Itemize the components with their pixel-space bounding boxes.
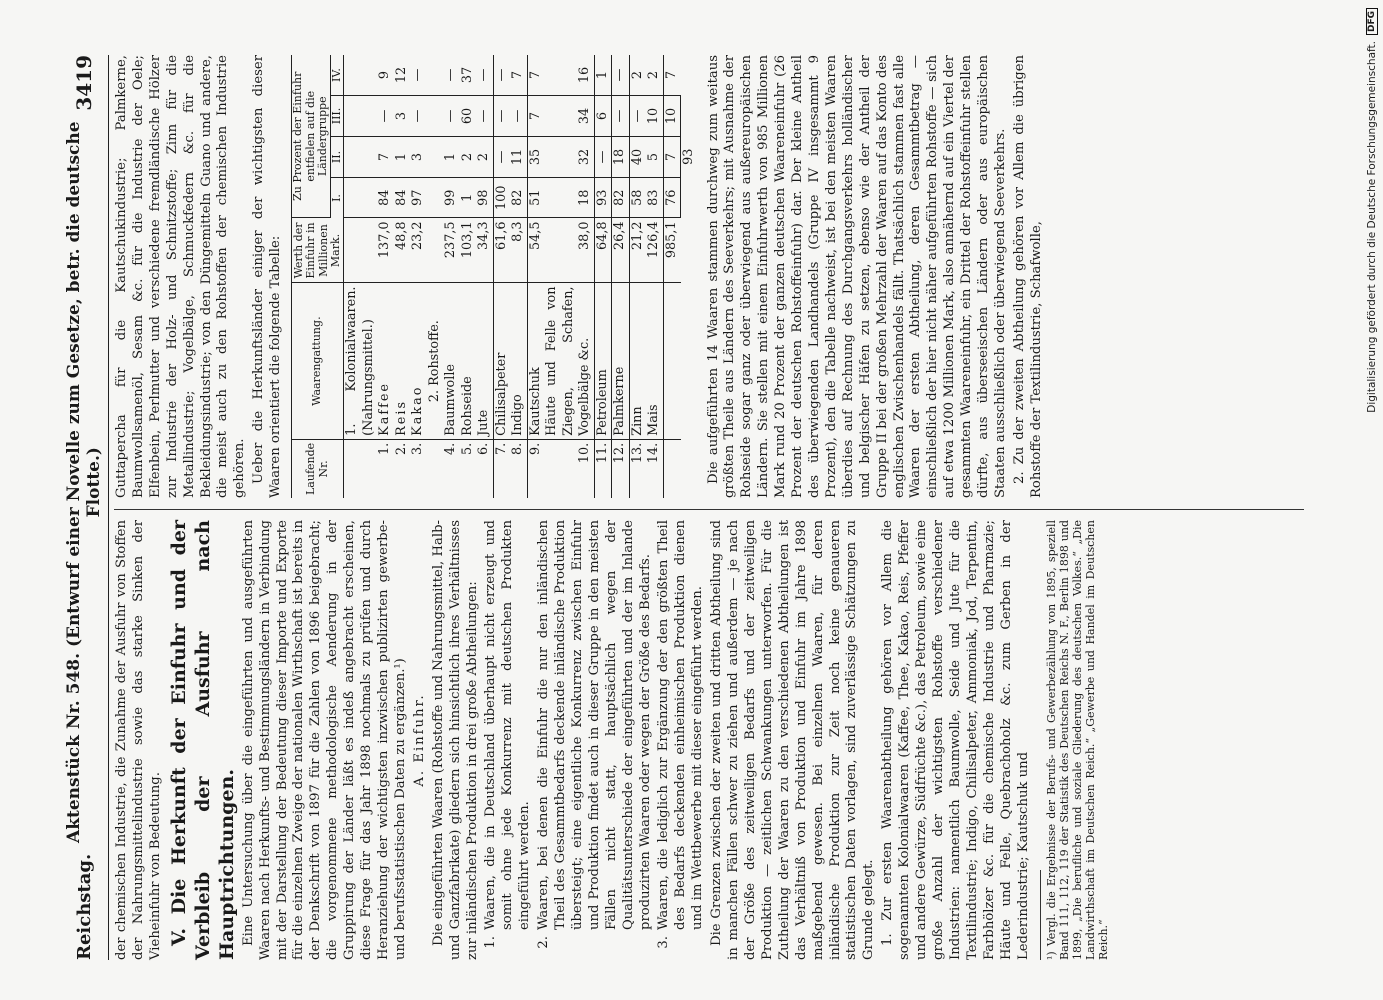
table-sum-row [681,55,698,498]
table-group-row [427,55,444,498]
table-row: 8. Indigo 8,3 82 11 — 7 [510,55,527,498]
section-heading: V. Die Herkunft der Einfuhr und der Verbleib der Ausfuhr nach Hauptrichtungen. [167,520,238,960]
footnote: ¹) Vergl. die Ergebnisse der Berufs- und Gewerbezählung von 1895, speziell Band 111, 112, 119 der Statistik des Deutschen Reichs N. F., Berlin 1898 und 1899, „Die berufliche und soziale Gliederung des deutschen Volkes.“ „Die Landwirthschaft im Deutschen Reich.“ „Gewerbe und Handel im Deutschen Reich.“ [1045,520,1111,960]
list-number: 3. [656,936,672,949]
ware-name: Kaffee [377,283,394,439]
table-group-row [344,55,378,498]
paragraph-einfuhr: Die eingeführten Waaren (Rohstoffe und Nahrungsmittel, Halb- und Ganzfabrikate) gliedern sich hinsichtlich ihres Verhältnisses zur inländischen Produktion in drei große Abtheilungen: [430,520,480,960]
col-header-ware: Waarengattung. [292,283,344,439]
header-left: Reichstag. [73,853,95,960]
ware-name: Kakao [410,283,427,439]
col-header-wert: Werth der Einfuhr in Millionen Mark. [292,218,344,283]
total-wert: 985,1 [663,218,681,283]
page-number: 3419 [72,55,96,111]
digitization-note [1362,8,1382,992]
table-row: 4. Baumwolle 237,5 99 1 — — [443,55,460,498]
table-row: 11. Petroleum 64,8 93 — 6 1 [594,55,612,498]
list-number: 2. [536,936,552,949]
digitization-text: Digitalisierung gefördert durch die Deutsche Forschungsgemeinschaft. [1366,41,1378,413]
ware-name: Chilisalpeter [493,283,510,439]
list-number: 1. [483,936,499,949]
right-column [114,55,1310,498]
paragraph-continuation: der chemischen Industrie, die Zunahme der Ausfuhr von Stoffen der Nahrungsmittelindustrie sowie das starke Sinken der Vieheinfuhr von Bedeutung. [114,520,163,960]
paragraph-after-table: Die aufgeführten 14 Waaren stammen durchweg zum weitaus größten Theile aus Ländern des Seeverkehrs; mit Ausnahme der Rohseide sogar ganz oder überwiegend aus außereuropäischen Ländern. Sie stellen mit einem Einfuhrwerth von 985 Millionen Mark rund 20 Prozent der ganzen deutschen Waareneinfuhr (26 Prozent der deutschen Rohstoffeinfuhr) dar. Der kleine Antheil des überwiegenden Landhandels (Gruppe IV insgesammt 9 Prozent), den die Tabelle nachweist, ist bei den meisten Waaren überdies auf Rechnung des Durchgangsverkehrs holländischer und belgischer Häfen zu setzen, ebenso wie der Antheil der Gruppe II bei der großen Mehrzahl der Waaren auf das Konto des englischen Zwischenhandels fällt. Thatsächlich stammen fast alle Waaren der ersten Abtheilung, deren Gesammtbetrag — einschließlich der hier nicht näher aufgeführten Rohstoffe — sich auf etwa 1200 Millionen Mark, also annähernd auf ein Viertel der gesammten Waareneinfuhr, ein Drittel der Rohstoffeinfuhr stellen dürfte, aus überseeischen Ländern oder aus europäischen Staaten ausschließlich oder überwiegend Seeverkehrs. [705,55,1008,498]
list-item [536,520,654,960]
table-row: 14. Mais 126,4 83 5 10 2 [646,55,663,498]
dfg-logo: DFG [1366,8,1378,35]
col-header-group-2: II. [330,137,344,178]
paragraph-intro: Eine Untersuchung über die eingeführten und ausgeführten Waaren nach Herkunfts- und Bestimmungsländern in Verbindung mit der Darstellung der Bedeutung dieser Importe und Exporte für die einzelnen Zweige der nationalen Wirthschaft ist bereits in der Denkschrift von 1897 für die Zahlen von 1896 beigebracht; die vorgenommene methodologische Aenderung in der Gruppirung der Länder läßt es indeß angebracht erscheinen, diese Frage für das Jahr 1898 nochmals zu prüfen und durch Heranziehung der wichtigsten inzwischen publizirten gewerbe- und berufsstatistischen Daten zu ergänzen.¹) [240,520,408,960]
paragraph-continuation: Guttapercha für die Kautschukindustrie; Palmkerne, Baumwollsamenöl, Sesam &c. für die Industrie der Oele; Elfenbein, Perlmutter und verschiedene fremdländische Hölzer zur Industrie der Holz- und Schnitzstoffe; Zinn für die Metallindustrie; Vogelbälge, Schmuckfedern &c. für die Bekleidungsindustrie; von den Düngemitteln Guano und andere, die meist auch zu den Rohstoffen der chemischen Industrie gehören. [114,55,248,498]
left-column [114,520,1310,960]
col-header-group-1: I. [330,178,344,219]
ware-name: Zinn [629,283,646,439]
col-header-nr: Laufende Nr. [292,439,344,498]
table-total-row: 985,1 76 7 10 7 [663,55,681,498]
ware-name: Mais [646,283,663,439]
paragraph-zweite-abtheilung: 2. Zu der zweiten Abtheilung gehören vor Allem die übrigen Rohstoffe der Textilindustrie, Schafwolle, [1011,55,1044,498]
ware-name: Indigo [510,283,527,439]
table-row: 7. Chilisalpeter 61,6 100 — — — [493,55,510,498]
column-divider [114,509,1304,510]
table-row: 6. Jute 34,3 98 2 — — [476,55,493,498]
table-row: 1. Kaffee 137,0 84 7 — 9 [377,55,394,498]
document-body [62,55,1317,960]
import-origin-table [291,55,698,498]
subsection-heading: A. Einfuhr. [411,693,427,787]
list-text: Waaren, bei denen die Einfuhr die nur den inländischen Theil des Gesammtbedarfs deckende inländische Produktion übersteigt; eine eigentliche Konkurrenz zwischen Einfuhr und Produktion findet auch in dieser Gruppe in den meisten Fällen nicht statt, hauptsächlich wegen der Qualitätsunterschiede der eingeführten und der im Inlande produzirten Waaren oder wegen der Größe des Bedarfs. [536,520,653,930]
paragraph-table-intro: Ueber die Herkunftsländer einiger der wichtigsten dieser Waaren orientiert die folgende Tabelle: [251,55,284,498]
list-item [483,520,534,960]
list-item [656,520,707,960]
header-title: Aktenstück Nr. 548. (Entwurf einer Novelle zum Gesetze, betr. die deutsche Flotte.) [64,121,104,843]
footnote-rule [1040,870,1041,960]
ware-name: Reis [394,283,411,439]
paragraph-grenzen: Die Grenzen zwischen der zweiten und dritten Abtheilung sind in manchen Fällen schwer zu ziehen und außerdem — je nach der Größe des zeitweiligen Bedarfs und der zeitweiligen Produktion — zeitlichen Schwankungen unterworfen. Für die Zutheilung der Waaren zu den verschiedenen Abtheilungen ist das Verhältniß von Produktion und Einfuhr im Jahre 1898 maßgebend gewesen. Bei einzelnen Waaren, für deren inländische Produktion zur Zeit noch keine genaueren statistischen Daten vorlagen, sind zuverlässige Schätzungen zu Grunde gelegt. [709,520,877,960]
col-header-group-3: III. [330,96,344,137]
group-label: 1. Kolonialwaaren. (Nahrungsmittel.) [344,283,378,439]
table-row: 5. Rohseide 103,1 1 2 60 37 [460,55,477,498]
ware-name: Jute [476,283,493,439]
table-row: 12. Palmkerne 26,4 82 18 — — [612,55,630,498]
group-label: 2. Rohstoffe. [427,283,444,439]
paragraph-erste-abtheilung: 1. Zur ersten Waarenabtheilung gehören vor Allem die sogenannten Kolonialwaaren (Kaffee, Thee, Kakao, Reis, Pfeffer und andere Gewürze, Südfrüchte &c.), das Petroleum, sowie eine große Anzahl der wichtigsten Rohstoffe verschiedener Industrien: namentlich Baumwolle, Seide und Jute für die Textilindustrie; Indigo, Chilisalpeter, Ammoniak, Jod, Terpentin, Farbhölzer &c. für die chemische Industrie und Pharmazie; Häute und Felle, Quebrachoholz &c. zum Gerben in der Lederindustrie; Kautschuk und [880,520,1031,960]
list-text: Waaren, die lediglich zur Ergänzung der den größten Theil des Bedarfs deckenden einheimischen Produktion dienen und im Wettbewerbe mit dieser eingeführt werden. [656,520,706,930]
table-row: 9. Kautschuk 54,5 51 35 7 7 [527,55,544,498]
table-row: 10. Häute und Felle von Ziegen, Schafen, Vogelbälge &c. 38,0 18 32 34 16 [544,55,594,498]
table-row: 3. Kakao 23,2 97 3 — — [410,55,427,498]
header-rule [108,55,109,960]
list-text: Waaren, die in Deutschland überhaupt nicht erzeugt und somit ohne jede Konkurrenz mit deutschen Produkten eingeführt werden. [483,520,533,930]
ware-name: Palmkerne [612,283,630,439]
sum-93: 93 [681,96,698,219]
table-row: 2. Reis 48,8 84 1 3 12 [394,55,411,498]
ware-name: Rohseide [460,283,477,439]
table-row: 13. Zinn 21,2 58 40 — 2 [629,55,646,498]
ware-name: Kautschuk [527,283,544,439]
col-header-prozent: Zu Prozent der Einfuhr entfielen auf die Ländergruppe [292,55,331,218]
ware-name: Baumwolle [443,283,460,439]
ware-name: Petroleum [594,283,612,439]
ware-name: Häute und Felle von Ziegen, Schafen, Vogelbälge &c. [544,283,594,439]
col-header-group-4: IV. [330,55,344,96]
running-header [62,55,106,960]
